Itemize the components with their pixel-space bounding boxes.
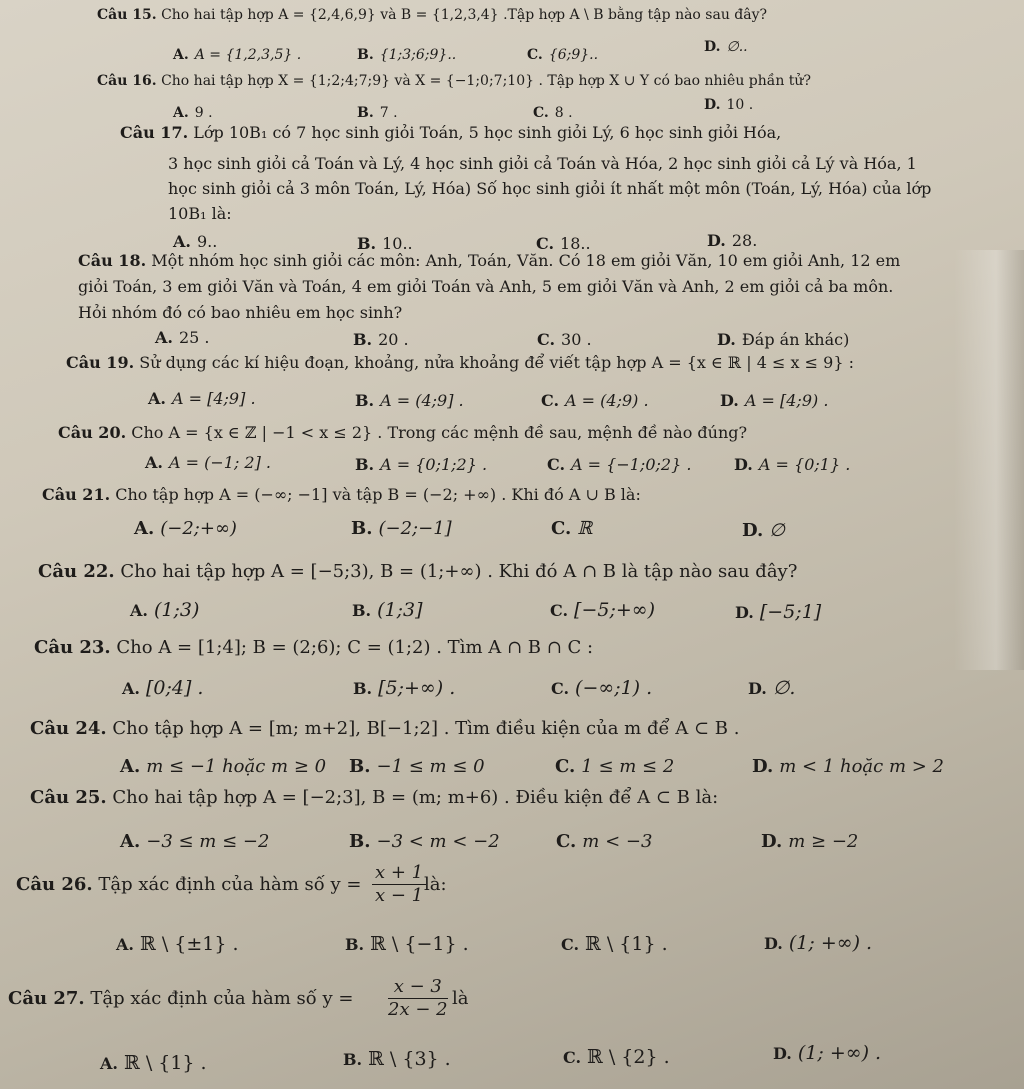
option-b[interactable]: B. 10.. — [357, 234, 413, 253]
option-d[interactable]: D. 28. — [707, 231, 758, 250]
option-a[interactable]: A. A = [4;9] . — [148, 389, 256, 408]
option-b[interactable]: B. A = (4;9] . — [355, 391, 464, 410]
option-c[interactable]: C. [−5;+∞) — [550, 599, 656, 621]
option-a[interactable]: A. −3 ≤ m ≤ −2 — [120, 831, 270, 852]
question-stem-line: Hỏi nhóm đó có bao nhiêu em học sinh? — [78, 303, 403, 322]
option-d[interactable]: D. A = [4;9) . — [720, 391, 829, 410]
option-d[interactable]: D. ∅. — [748, 677, 796, 699]
fraction-numerator: x + 1 — [372, 862, 426, 885]
question-label: Câu 24. — [30, 718, 107, 739]
question-stem-line: học sinh giỏi cả 3 môn Toán, Lý, Hóa) Số học sinh giỏi ít nhất một môn (Toán, Lý, Hóa) của lớp — [168, 179, 932, 198]
question-stem: Cho hai tập hợp X = {1;2;4;7;9} và X = {−1;0;7;10} . Tập hợp X ∪ Y có bao nhiêu phần tử? — [161, 73, 811, 89]
option-d[interactable]: D. [−5;1] — [735, 601, 822, 623]
option-a[interactable]: A. ℝ \ {±1} . — [116, 933, 239, 955]
option-c[interactable]: C. (−∞;1) . — [551, 677, 653, 699]
option-b[interactable]: B. ℝ \ {3} . — [343, 1048, 451, 1070]
option-c[interactable]: C. {6;9}.. — [527, 47, 599, 63]
question-label: Câu 23. — [34, 637, 111, 658]
option-d[interactable]: D. (1; +∞) . — [773, 1042, 882, 1064]
fraction — [388, 976, 448, 1021]
option-c[interactable]: C. 8 . — [533, 105, 573, 121]
option-d[interactable]: D. m ≥ −2 — [761, 831, 859, 852]
option-a[interactable]: A. A = (−1; 2] . — [145, 453, 272, 472]
question-stem: Cho tập hợp A = (−∞; −1] và tập B = (−2; +∞) . Khi đó A ∪ B là: — [115, 485, 641, 504]
option-b[interactable]: B. {1;3;6;9}.. — [357, 47, 457, 63]
option-d[interactable]: D. A = {0;1} . — [734, 455, 851, 474]
question-label: Câu 17. — [120, 123, 189, 142]
question-label: Câu 18. — [78, 251, 147, 270]
question-stem: Cho A = {x ∈ ℤ | −1 < x ≤ 2} . Trong các mệnh đề sau, mệnh đề nào đúng? — [131, 423, 748, 442]
question-label: Câu 27. — [8, 988, 85, 1009]
option-d[interactable]: D. ∅ — [742, 520, 785, 541]
option-a[interactable]: A. [0;4] . — [122, 677, 204, 699]
fraction — [372, 862, 426, 907]
option-b[interactable]: B. −1 ≤ m ≤ 0 — [349, 756, 485, 777]
option-a[interactable]: A. A = {1,2,3,5} . — [173, 47, 302, 63]
question-label: Câu 22. — [38, 561, 115, 582]
question-stem: Tập xác định của hàm số y = — [90, 988, 354, 1009]
question-stem: Một nhóm học sinh giỏi các môn: Anh, Toán, Văn. Có 18 em giỏi Văn, 10 em giỏi Anh, 12 em — [151, 251, 901, 270]
option-a[interactable]: A. (−2;+∞) — [134, 518, 237, 539]
question-stem: Cho hai tập hợp A = {2,4,6,9} và B = {1,2,3,4} .Tập hợp A \ B bằng tập nào sau đây? — [161, 7, 768, 23]
option-b[interactable]: B. ℝ \ {−1} . — [345, 933, 469, 955]
option-a[interactable]: A. (1;3) — [130, 599, 200, 621]
question-label: Câu 15. — [97, 7, 157, 23]
question-stem-line: 3 học sinh giỏi cả Toán và Lý, 4 học sinh giỏi cả Toán và Hóa, 2 học sinh giỏi cả Lý và Hóa, 1 — [168, 154, 917, 173]
option-a[interactable]: A. ℝ \ {1} . — [100, 1052, 207, 1074]
option-d[interactable]: D. ∅.. — [704, 39, 748, 55]
option-c[interactable]: C. A = (4;9) . — [541, 391, 649, 410]
question-stem: Sử dụng các kí hiệu đoạn, khoảng, nửa khoảng để viết tập hợp A = {x ∈ ℝ | 4 ≤ x ≤ 9} : — [139, 353, 854, 372]
option-c[interactable]: C. A = {−1;0;2} . — [547, 455, 692, 474]
option-a[interactable]: A. m ≤ −1 hoặc m ≥ 0 — [120, 756, 327, 777]
option-b[interactable]: B. 7 . — [357, 105, 398, 121]
question-label: Câu 21. — [42, 485, 111, 504]
question-label: Câu 16. — [97, 73, 157, 89]
option-d[interactable]: D. m < 1 hoặc m > 2 — [752, 756, 945, 777]
fraction-denominator: x − 1 — [375, 885, 424, 906]
question-stem: Lớp 10B₁ có 7 học sinh giỏi Toán, 5 học sinh giỏi Lý, 6 học sinh giỏi Hóa, — [193, 123, 782, 142]
option-b[interactable]: B. (−2;−1] — [351, 518, 452, 539]
option-b[interactable]: B. −3 < m < −2 — [349, 831, 500, 852]
option-b[interactable]: B. (1;3] — [352, 599, 423, 621]
question-stem: Cho hai tập hợp A = [−5;3), B = (1;+∞) . Khi đó A ∩ B là tập nào sau đây? — [120, 561, 798, 582]
question-label: Câu 26. — [16, 874, 93, 895]
question-stem-end: là: — [424, 874, 447, 895]
option-d[interactable]: D. 10 . — [704, 97, 754, 113]
question-stem: Cho hai tập hợp A = [−2;3], B = (m; m+6) . Điều kiện để A ⊂ B là: — [112, 787, 719, 808]
option-d[interactable]: D. Đáp án khác) — [717, 330, 850, 349]
option-c[interactable]: C. m < −3 — [556, 831, 653, 852]
question-stem: Cho A = [1;4]; B = (2;6); C = (1;2) . Tìm A ∩ B ∩ C : — [116, 637, 594, 658]
option-c[interactable]: C. 1 ≤ m ≤ 2 — [555, 756, 675, 777]
question-label: Câu 19. — [66, 353, 135, 372]
option-c[interactable]: C. ℝ \ {2} . — [563, 1046, 670, 1068]
option-b[interactable]: B. [5;+∞) . — [353, 677, 456, 699]
paper-fold-shadow — [954, 250, 1024, 670]
option-c[interactable]: C. ℝ — [551, 518, 593, 539]
fraction-numerator: x − 3 — [388, 976, 448, 999]
question-stem-line: giỏi Toán, 3 em giỏi Văn và Toán, 4 em giỏi Toán và Anh, 5 em giỏi Văn và Anh, 2 em giỏi cả ba môn. — [78, 277, 894, 296]
option-b[interactable]: B. A = {0;1;2} . — [355, 455, 488, 474]
option-c[interactable]: C. 18.. — [536, 234, 591, 253]
question-stem: Tập xác định của hàm số y = — [98, 874, 362, 895]
question-stem-line: 10B₁ là: — [168, 204, 232, 223]
question-label: Câu 20. — [58, 423, 127, 442]
option-a[interactable]: A. 9.. — [173, 232, 218, 251]
fraction-denominator: 2x − 2 — [388, 999, 448, 1020]
option-c[interactable]: C. 30 . — [537, 330, 592, 349]
option-b[interactable]: B. 20 . — [353, 330, 409, 349]
question-stem-end: là — [452, 988, 469, 1009]
option-a[interactable]: A. 9 . — [173, 105, 213, 121]
option-a[interactable]: A. 25 . — [155, 328, 210, 347]
question-stem: Cho tập hợp A = [m; m+2], B[−1;2] . Tìm điều kiện của m để A ⊂ B . — [112, 718, 740, 739]
option-d[interactable]: D. (1; +∞) . — [764, 932, 873, 954]
question-label: Câu 25. — [30, 787, 107, 808]
option-c[interactable]: C. ℝ \ {1} . — [561, 933, 668, 955]
